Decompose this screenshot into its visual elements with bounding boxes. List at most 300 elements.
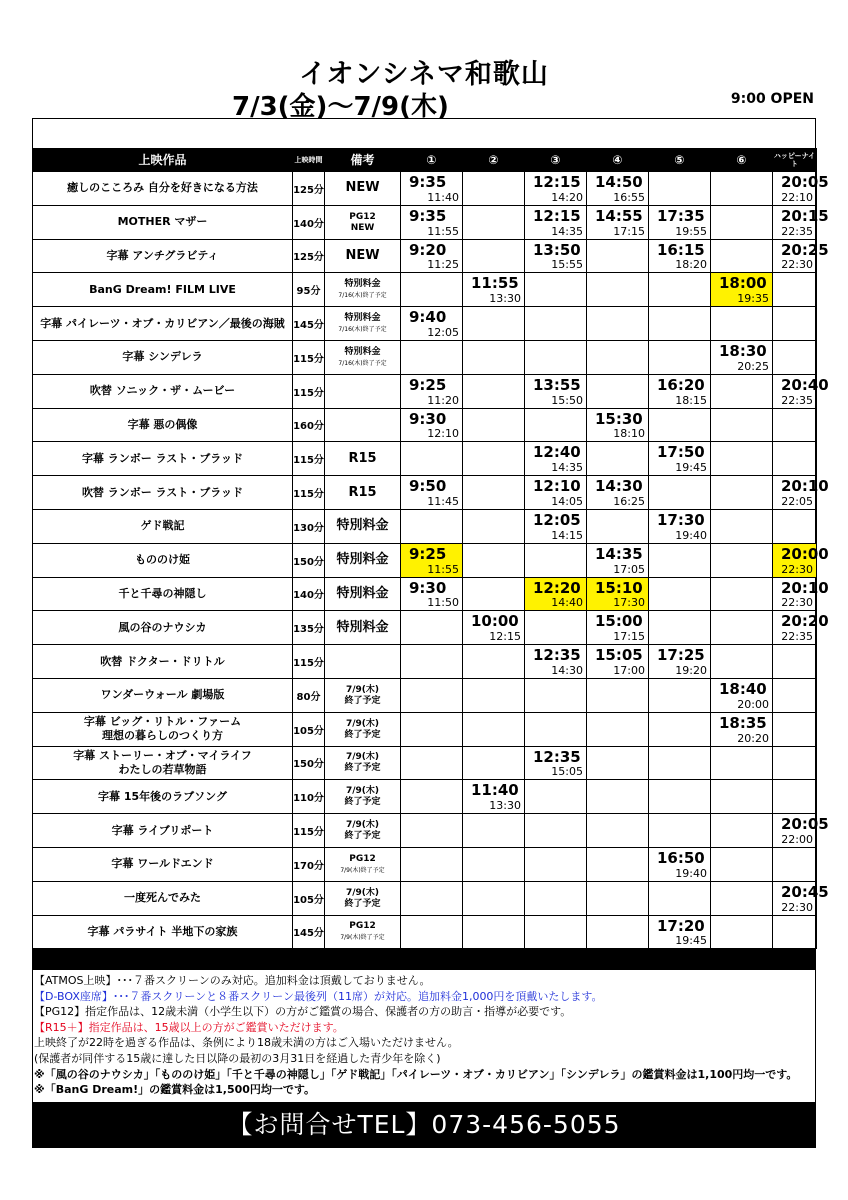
note-line: 【ATMOS上映】･･･７番スクリーンのみ対応。追加料金は頂戴しておりません。 bbox=[34, 974, 431, 987]
showtime-slot bbox=[711, 374, 773, 408]
start-time: 12:20 bbox=[533, 578, 581, 597]
film-runtime: 95分 bbox=[293, 273, 325, 307]
film-note bbox=[325, 239, 401, 273]
film-title: 字幕 シンデレラ bbox=[33, 340, 293, 374]
film-note bbox=[325, 307, 401, 341]
start-time: 13:55 bbox=[533, 375, 581, 394]
end-time: 22:35 bbox=[781, 224, 813, 238]
end-time: 19:40 bbox=[675, 528, 707, 542]
table-bottom-bar bbox=[32, 948, 816, 970]
showtime-slot bbox=[587, 205, 649, 239]
showtime-slot bbox=[463, 611, 525, 645]
film-runtime: 115分 bbox=[293, 374, 325, 408]
showtime-slot bbox=[587, 408, 649, 442]
showtime-slot bbox=[711, 611, 773, 645]
end-time: 19:55 bbox=[675, 224, 707, 238]
showtime-slot bbox=[463, 814, 525, 848]
start-time: 20:10 bbox=[781, 578, 829, 597]
showtime-slot bbox=[401, 442, 463, 476]
showtime-slot bbox=[463, 172, 525, 206]
end-time: 18:20 bbox=[675, 258, 707, 272]
film-note bbox=[325, 273, 401, 307]
film-runtime: 150分 bbox=[293, 746, 325, 780]
showtime-slot bbox=[401, 172, 463, 206]
start-time: 11:40 bbox=[471, 781, 519, 800]
start-time: 18:40 bbox=[719, 679, 767, 698]
start-time: 9:30 bbox=[409, 578, 447, 597]
film-runtime: 115分 bbox=[293, 340, 325, 374]
start-time: 15:10 bbox=[595, 578, 643, 597]
start-time: 9:50 bbox=[409, 477, 447, 496]
showtime-slot bbox=[463, 915, 525, 949]
start-time: 20:25 bbox=[781, 240, 829, 259]
showtime-slot bbox=[525, 408, 587, 442]
showtime-slot bbox=[649, 645, 711, 679]
note-sub: 7/16(木)終了予定 bbox=[338, 292, 387, 300]
start-time: 9:20 bbox=[409, 240, 447, 259]
showtime-slot bbox=[401, 611, 463, 645]
end-time: 11:40 bbox=[427, 190, 459, 204]
showtime-slot bbox=[773, 408, 817, 442]
note-sub: 終了予定 bbox=[344, 898, 381, 909]
end-time: 17:15 bbox=[613, 224, 645, 238]
showtime-slot bbox=[525, 374, 587, 408]
showtime-slot bbox=[649, 205, 711, 239]
film-runtime: 115分 bbox=[293, 814, 325, 848]
film-title: 字幕 15年後のラブソング bbox=[33, 780, 293, 814]
end-time: 11:45 bbox=[427, 494, 459, 508]
start-time: 16:50 bbox=[657, 848, 705, 867]
showtime-slot bbox=[711, 205, 773, 239]
note-sub: 7/16(木)終了予定 bbox=[338, 359, 387, 367]
showtime-slot bbox=[525, 172, 587, 206]
film-runtime: 140分 bbox=[293, 577, 325, 611]
note-sub: 終了予定 bbox=[344, 729, 381, 740]
showtime-slot bbox=[463, 746, 525, 780]
showtime-slot bbox=[773, 915, 817, 949]
film-title: 字幕 アンチグラビティ bbox=[33, 239, 293, 273]
film-note bbox=[325, 509, 401, 543]
start-time: 9:35 bbox=[409, 173, 447, 191]
showtime-slot bbox=[649, 509, 711, 543]
showtime-slot bbox=[773, 847, 817, 881]
end-time: 20:25 bbox=[737, 359, 769, 373]
showtime-slot bbox=[463, 847, 525, 881]
note-line: 【D-BOX座席】･･･７番スクリーンと８番スクリーン最後列（11席）が対応。追加料金1,000円を頂戴いたします。 bbox=[34, 989, 603, 1003]
table-row bbox=[33, 780, 817, 814]
start-time: 17:50 bbox=[657, 443, 705, 462]
note-main: PG12 bbox=[349, 853, 376, 864]
table-header-row bbox=[33, 149, 817, 172]
film-runtime: 135分 bbox=[293, 611, 325, 645]
film-note bbox=[325, 712, 401, 746]
showtime-slot bbox=[587, 577, 649, 611]
film-runtime: 150分 bbox=[293, 543, 325, 577]
showtime-slot bbox=[587, 611, 649, 645]
showtime-slot bbox=[463, 509, 525, 543]
film-runtime: 130分 bbox=[293, 509, 325, 543]
showtime-slot bbox=[711, 881, 773, 915]
end-time: 22:35 bbox=[781, 393, 813, 407]
showtime-slot bbox=[525, 543, 587, 577]
showtime-slot bbox=[773, 780, 817, 814]
showtime-slot bbox=[773, 239, 829, 273]
film-runtime: 115分 bbox=[293, 476, 325, 510]
start-time: 18:35 bbox=[719, 713, 767, 732]
end-time: 16:25 bbox=[613, 494, 645, 508]
showtime-slot bbox=[463, 678, 525, 712]
showtime-slot bbox=[525, 712, 587, 746]
film-note bbox=[325, 340, 401, 374]
col-header-screen-5: ⑤ bbox=[649, 149, 711, 172]
film-note bbox=[325, 442, 401, 476]
note-sub: 7/9(木)終了予定 bbox=[340, 934, 385, 942]
end-time: 22:30 bbox=[781, 900, 813, 914]
end-time: 15:05 bbox=[551, 765, 583, 779]
table-row bbox=[33, 172, 817, 206]
film-title: 字幕 悪の偶像 bbox=[33, 408, 293, 442]
note-main: 7/9(木) bbox=[345, 887, 380, 898]
showtime-slot bbox=[649, 847, 711, 881]
film-title: 吹替 ランボー ラスト・ブラッド bbox=[33, 476, 293, 510]
showtime-slot bbox=[587, 814, 649, 848]
showtime-slot bbox=[463, 239, 525, 273]
showtime-slot bbox=[587, 476, 649, 510]
showtime-slot bbox=[773, 678, 817, 712]
film-note bbox=[325, 476, 401, 510]
end-time: 17:30 bbox=[613, 596, 645, 610]
showtime-slot bbox=[773, 374, 829, 408]
start-time: 14:35 bbox=[595, 544, 643, 563]
start-time: 9:25 bbox=[409, 544, 447, 563]
start-time: 11:55 bbox=[471, 274, 519, 293]
note-line: 上映終了が22時を過ぎる作品は、条例により18歳未満の方はご入場いただけません。 bbox=[34, 1036, 459, 1050]
showtime-slot bbox=[649, 577, 711, 611]
showtime-slot bbox=[711, 847, 773, 881]
end-time: 12:10 bbox=[427, 427, 459, 441]
note-main: 特別料金 bbox=[336, 619, 389, 635]
film-note bbox=[325, 645, 401, 679]
table-row bbox=[33, 476, 817, 510]
film-runtime: 105分 bbox=[293, 712, 325, 746]
showtime-slot bbox=[401, 915, 463, 949]
note-line: (保護者が同伴する15歳に達した日以降の最初の3月31日を経過した青少年を除く) bbox=[34, 1051, 441, 1065]
table-row bbox=[33, 847, 817, 881]
end-time: 18:10 bbox=[613, 427, 645, 441]
start-time: 20:45 bbox=[781, 882, 829, 901]
end-time: 22:30 bbox=[781, 562, 813, 576]
end-time: 11:55 bbox=[427, 224, 459, 238]
table-row bbox=[33, 881, 817, 915]
showtime-slot bbox=[401, 780, 463, 814]
film-note bbox=[325, 780, 401, 814]
film-note bbox=[325, 746, 401, 780]
col-header-happy-night: ハッピーナイト bbox=[773, 149, 817, 172]
contact-footer: 【お問合せTEL】073-456-5055 bbox=[32, 1102, 816, 1148]
table-row bbox=[33, 374, 817, 408]
showtime-slot bbox=[649, 442, 711, 476]
showtime-table bbox=[32, 148, 829, 949]
note-line: 【PG12】指定作品は、12歳未満（小学生以下）の方がご鑑賞の場合、保護者の方の助言・指導が必要です。 bbox=[34, 1005, 572, 1019]
showtime-slot bbox=[463, 543, 525, 577]
film-title: 千と千尋の神隠し bbox=[33, 577, 293, 611]
start-time: 17:30 bbox=[657, 510, 705, 529]
showtime-slot bbox=[587, 509, 649, 543]
showtime-slot bbox=[649, 915, 711, 949]
showtime-slot bbox=[587, 847, 649, 881]
start-time: 9:25 bbox=[409, 375, 447, 394]
showtime-slot bbox=[773, 476, 829, 510]
start-time: 20:00 bbox=[781, 544, 829, 563]
note-main: 特別料金 bbox=[336, 585, 389, 601]
start-time: 12:35 bbox=[533, 747, 581, 766]
showtime-slot bbox=[711, 239, 773, 273]
col-header-screen-4: ④ bbox=[587, 149, 649, 172]
showtime-slot bbox=[587, 374, 649, 408]
note-main: 特別料金 bbox=[344, 279, 381, 290]
showtime-slot bbox=[463, 442, 525, 476]
showtime-slot bbox=[463, 408, 525, 442]
col-header-runtime: 上映時間 bbox=[293, 149, 325, 172]
showtime-slot bbox=[525, 847, 587, 881]
start-time: 20:05 bbox=[781, 815, 829, 834]
showtime-slot bbox=[587, 881, 649, 915]
film-note bbox=[325, 408, 401, 442]
showtime-slot bbox=[711, 645, 773, 679]
showtime-slot bbox=[401, 814, 463, 848]
end-time: 20:00 bbox=[737, 697, 769, 711]
note-main: R15 bbox=[348, 484, 377, 500]
film-runtime: 110分 bbox=[293, 780, 325, 814]
showtime-slot bbox=[587, 746, 649, 780]
start-time: 9:40 bbox=[409, 308, 447, 327]
note-main: R15 bbox=[348, 450, 377, 466]
film-runtime: 170分 bbox=[293, 847, 325, 881]
showtime-slot bbox=[773, 746, 817, 780]
note-main: 特別料金 bbox=[336, 552, 389, 568]
showtime-slot bbox=[525, 881, 587, 915]
showtime-slot bbox=[649, 408, 711, 442]
start-time: 20:15 bbox=[781, 206, 829, 225]
film-runtime: 145分 bbox=[293, 915, 325, 949]
film-title: 字幕 ワールドエンド bbox=[33, 847, 293, 881]
end-time: 22:00 bbox=[781, 832, 813, 846]
note-sub: 終了予定 bbox=[344, 763, 381, 774]
showtime-slot bbox=[773, 814, 829, 848]
showtime-slot bbox=[711, 814, 773, 848]
film-runtime: 80分 bbox=[293, 678, 325, 712]
showtime-slot bbox=[401, 712, 463, 746]
film-note bbox=[325, 915, 401, 949]
showtime-slot bbox=[401, 678, 463, 712]
note-main: 7/9(木) bbox=[345, 752, 380, 763]
showtime-slot bbox=[773, 543, 829, 577]
showtime-slot bbox=[649, 374, 711, 408]
end-time: 12:15 bbox=[489, 630, 521, 644]
film-title: 癒しのこころみ 自分を好きになる方法 bbox=[33, 172, 293, 206]
showtime-slot bbox=[401, 645, 463, 679]
start-time: 17:35 bbox=[657, 206, 705, 225]
table-row bbox=[33, 543, 817, 577]
table-row bbox=[33, 712, 817, 746]
end-time: 17:15 bbox=[613, 630, 645, 644]
film-title: 吹替 ドクター・ドリトル bbox=[33, 645, 293, 679]
note-main: 7/9(木) bbox=[345, 820, 380, 831]
showtime-slot bbox=[711, 712, 773, 746]
film-title: もののけ姫 bbox=[33, 543, 293, 577]
col-header-screen-1: ① bbox=[401, 149, 463, 172]
showtime-slot bbox=[587, 172, 649, 206]
showtime-slot bbox=[649, 678, 711, 712]
showtime-slot bbox=[587, 712, 649, 746]
showtime-slot bbox=[401, 543, 463, 577]
showtime-slot bbox=[649, 611, 711, 645]
showtime-slot bbox=[773, 172, 829, 206]
showtime-slot bbox=[401, 509, 463, 543]
end-time: 17:00 bbox=[613, 663, 645, 677]
note-sub: 7/16(木)終了予定 bbox=[338, 326, 387, 334]
showtime-slot bbox=[649, 273, 711, 307]
showtime-slot bbox=[525, 915, 587, 949]
showtime-slot bbox=[649, 172, 711, 206]
note-sub: 終了予定 bbox=[344, 797, 381, 808]
end-time: 12:05 bbox=[427, 325, 459, 339]
film-note bbox=[325, 678, 401, 712]
showtime-slot bbox=[401, 847, 463, 881]
showtime-slot bbox=[401, 476, 463, 510]
showtime-slot bbox=[463, 645, 525, 679]
showtime-slot bbox=[587, 273, 649, 307]
showtime-slot bbox=[401, 881, 463, 915]
end-time: 14:15 bbox=[551, 528, 583, 542]
note-main: PG12 bbox=[349, 921, 376, 932]
end-time: 14:20 bbox=[551, 190, 583, 204]
end-time: 14:35 bbox=[551, 461, 583, 475]
start-time: 12:35 bbox=[533, 646, 581, 665]
start-time: 20:10 bbox=[781, 477, 829, 496]
end-time: 16:55 bbox=[613, 190, 645, 204]
showtime-slot bbox=[711, 442, 773, 476]
end-time: 15:55 bbox=[551, 258, 583, 272]
col-header-notes: 備考 bbox=[325, 149, 401, 172]
showtime-slot bbox=[587, 915, 649, 949]
end-time: 13:30 bbox=[489, 292, 521, 306]
end-time: 22:30 bbox=[781, 596, 813, 610]
end-time: 11:25 bbox=[427, 258, 459, 272]
opening-time: 9:00 OPEN bbox=[730, 91, 814, 107]
showtime-slot bbox=[401, 273, 463, 307]
showtime-slot bbox=[401, 746, 463, 780]
showtime-slot bbox=[525, 780, 587, 814]
showtime-slot bbox=[463, 374, 525, 408]
showtime-slot bbox=[649, 746, 711, 780]
showtime-slot bbox=[649, 780, 711, 814]
end-time: 19:20 bbox=[675, 663, 707, 677]
film-note bbox=[325, 577, 401, 611]
end-time: 13:30 bbox=[489, 799, 521, 813]
showtime-slot bbox=[525, 273, 587, 307]
end-time: 19:35 bbox=[737, 292, 769, 306]
table-row bbox=[33, 509, 817, 543]
showtime-slot bbox=[711, 915, 773, 949]
end-time: 19:45 bbox=[675, 934, 707, 948]
showtime-slot bbox=[463, 881, 525, 915]
film-rows bbox=[33, 172, 829, 949]
showtime-slot bbox=[587, 340, 649, 374]
showtime-slot bbox=[525, 442, 587, 476]
showtime-slot bbox=[463, 205, 525, 239]
end-time: 22:30 bbox=[781, 258, 813, 272]
end-time: 14:40 bbox=[551, 596, 583, 610]
col-header-screen-6: ⑥ bbox=[711, 149, 773, 172]
showtime-slot bbox=[463, 340, 525, 374]
table-row bbox=[33, 645, 817, 679]
start-time: 9:30 bbox=[409, 409, 447, 428]
film-runtime: 160分 bbox=[293, 408, 325, 442]
schedule-dates: 7/3(金)〜7/9(木) bbox=[232, 92, 449, 122]
showtime-slot bbox=[773, 611, 829, 645]
film-title: 字幕 ビッグ・リトル・ファーム 理想の暮らしのつくり方 bbox=[33, 712, 293, 746]
showtime-slot bbox=[711, 746, 773, 780]
start-time: 12:05 bbox=[533, 510, 581, 529]
col-header-screen-2: ② bbox=[463, 149, 525, 172]
end-time: 20:20 bbox=[737, 731, 769, 745]
table-row bbox=[33, 307, 817, 341]
showtime-slot bbox=[711, 577, 773, 611]
table-row bbox=[33, 340, 817, 374]
showtime-slot bbox=[525, 645, 587, 679]
showtime-slot bbox=[463, 712, 525, 746]
start-time: 15:05 bbox=[595, 646, 643, 665]
end-time: 19:45 bbox=[675, 461, 707, 475]
note-sub: 終了予定 bbox=[344, 695, 381, 706]
start-time: 20:40 bbox=[781, 375, 829, 394]
note-main: 7/9(木) bbox=[345, 684, 380, 695]
start-time: 10:00 bbox=[471, 612, 519, 631]
showtime-slot bbox=[773, 442, 817, 476]
showtime-slot bbox=[587, 543, 649, 577]
end-time: 22:10 bbox=[781, 190, 813, 204]
col-header-screen-3: ③ bbox=[525, 149, 587, 172]
start-time: 14:55 bbox=[595, 206, 643, 225]
showtime-slot bbox=[773, 881, 829, 915]
showtime-slot bbox=[649, 712, 711, 746]
start-time: 17:25 bbox=[657, 646, 705, 665]
note-line: 【R15＋】指定作品は、15歳以上の方がご鑑賞いただけます。 bbox=[34, 1020, 344, 1034]
end-time: 14:05 bbox=[551, 494, 583, 508]
film-title: 字幕 ランボー ラスト・ブラッド bbox=[33, 442, 293, 476]
film-title: 吹替 ソニック・ザ・ムービー bbox=[33, 374, 293, 408]
end-time: 22:05 bbox=[781, 494, 813, 508]
note-main: PG12 bbox=[349, 211, 376, 222]
showtime-slot bbox=[773, 307, 817, 341]
film-title: 字幕 パラサイト 半地下の家族 bbox=[33, 915, 293, 949]
showtime-slot bbox=[711, 509, 773, 543]
end-time: 11:55 bbox=[427, 562, 459, 576]
start-time: 20:20 bbox=[781, 612, 829, 631]
notes-section bbox=[34, 973, 814, 1098]
showtime-slot bbox=[463, 476, 525, 510]
table-row bbox=[33, 205, 817, 239]
film-runtime: 125分 bbox=[293, 239, 325, 273]
end-time: 14:30 bbox=[551, 663, 583, 677]
table-row bbox=[33, 239, 817, 273]
table-row bbox=[33, 273, 817, 307]
showtime-slot bbox=[587, 678, 649, 712]
showtime-slot bbox=[401, 307, 463, 341]
start-time: 16:20 bbox=[657, 375, 705, 394]
showtime-slot bbox=[773, 577, 829, 611]
